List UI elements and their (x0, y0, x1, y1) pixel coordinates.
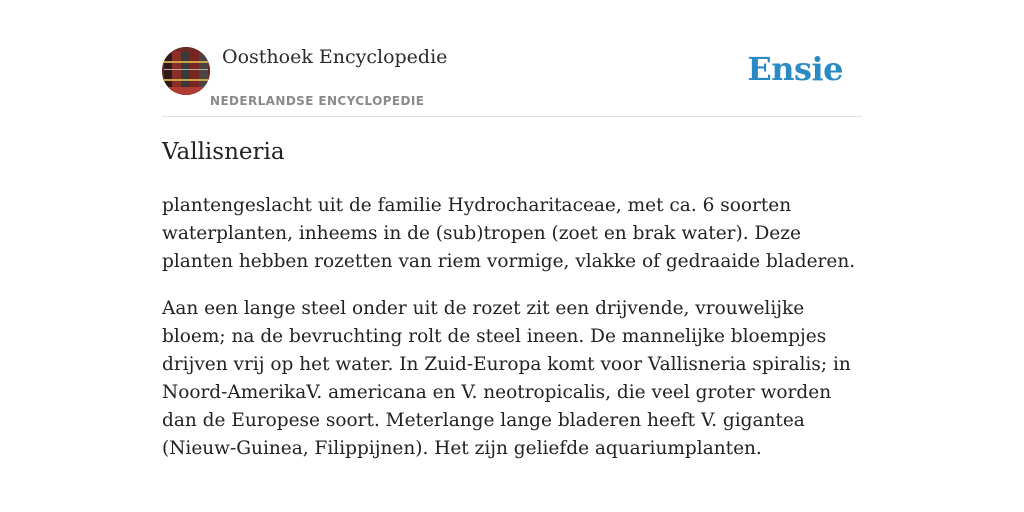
entry-paragraph: Aan een lange steel onder uit de rozet zit een drijvende, vrouwelijke bloem; na de bevruchting rolt de steel ineen. De mannelijke bloempjes drijven vrij op het water. In Zuid-Europa komt voor Vallisneria spiralis; in Noord-AmerikaV. americana en V. neotropicalis, die veel groter worden dan de Europese soort. Meterlange lange bladeren heeft V. gigantea (Nieuw-Guinea, Filippijnen). Het zijn geliefde aquariumplanten. (162, 298, 851, 459)
header (162, 0, 862, 117)
source-subtitle: NEDERLANDSE ENCYCLOPEDIE (210, 94, 425, 108)
brand-logo[interactable]: Ensie (747, 50, 843, 88)
entry-body (162, 192, 862, 482)
entry-title: Vallisneria (162, 139, 285, 165)
entry-paragraph: plantengeslacht uit de familie Hydrocharitaceae, met ca. 6 soorten waterplanten, inheems in de (sub)tropen (zoet en brak water). Deze planten hebben rozetten van riem vormige, vlakke of gedraaide bladeren. (162, 195, 856, 272)
encyclopedia-books-icon[interactable] (162, 47, 210, 95)
source-title[interactable]: Oosthoek Encyclopedie (222, 46, 448, 68)
page-container (162, 0, 862, 459)
